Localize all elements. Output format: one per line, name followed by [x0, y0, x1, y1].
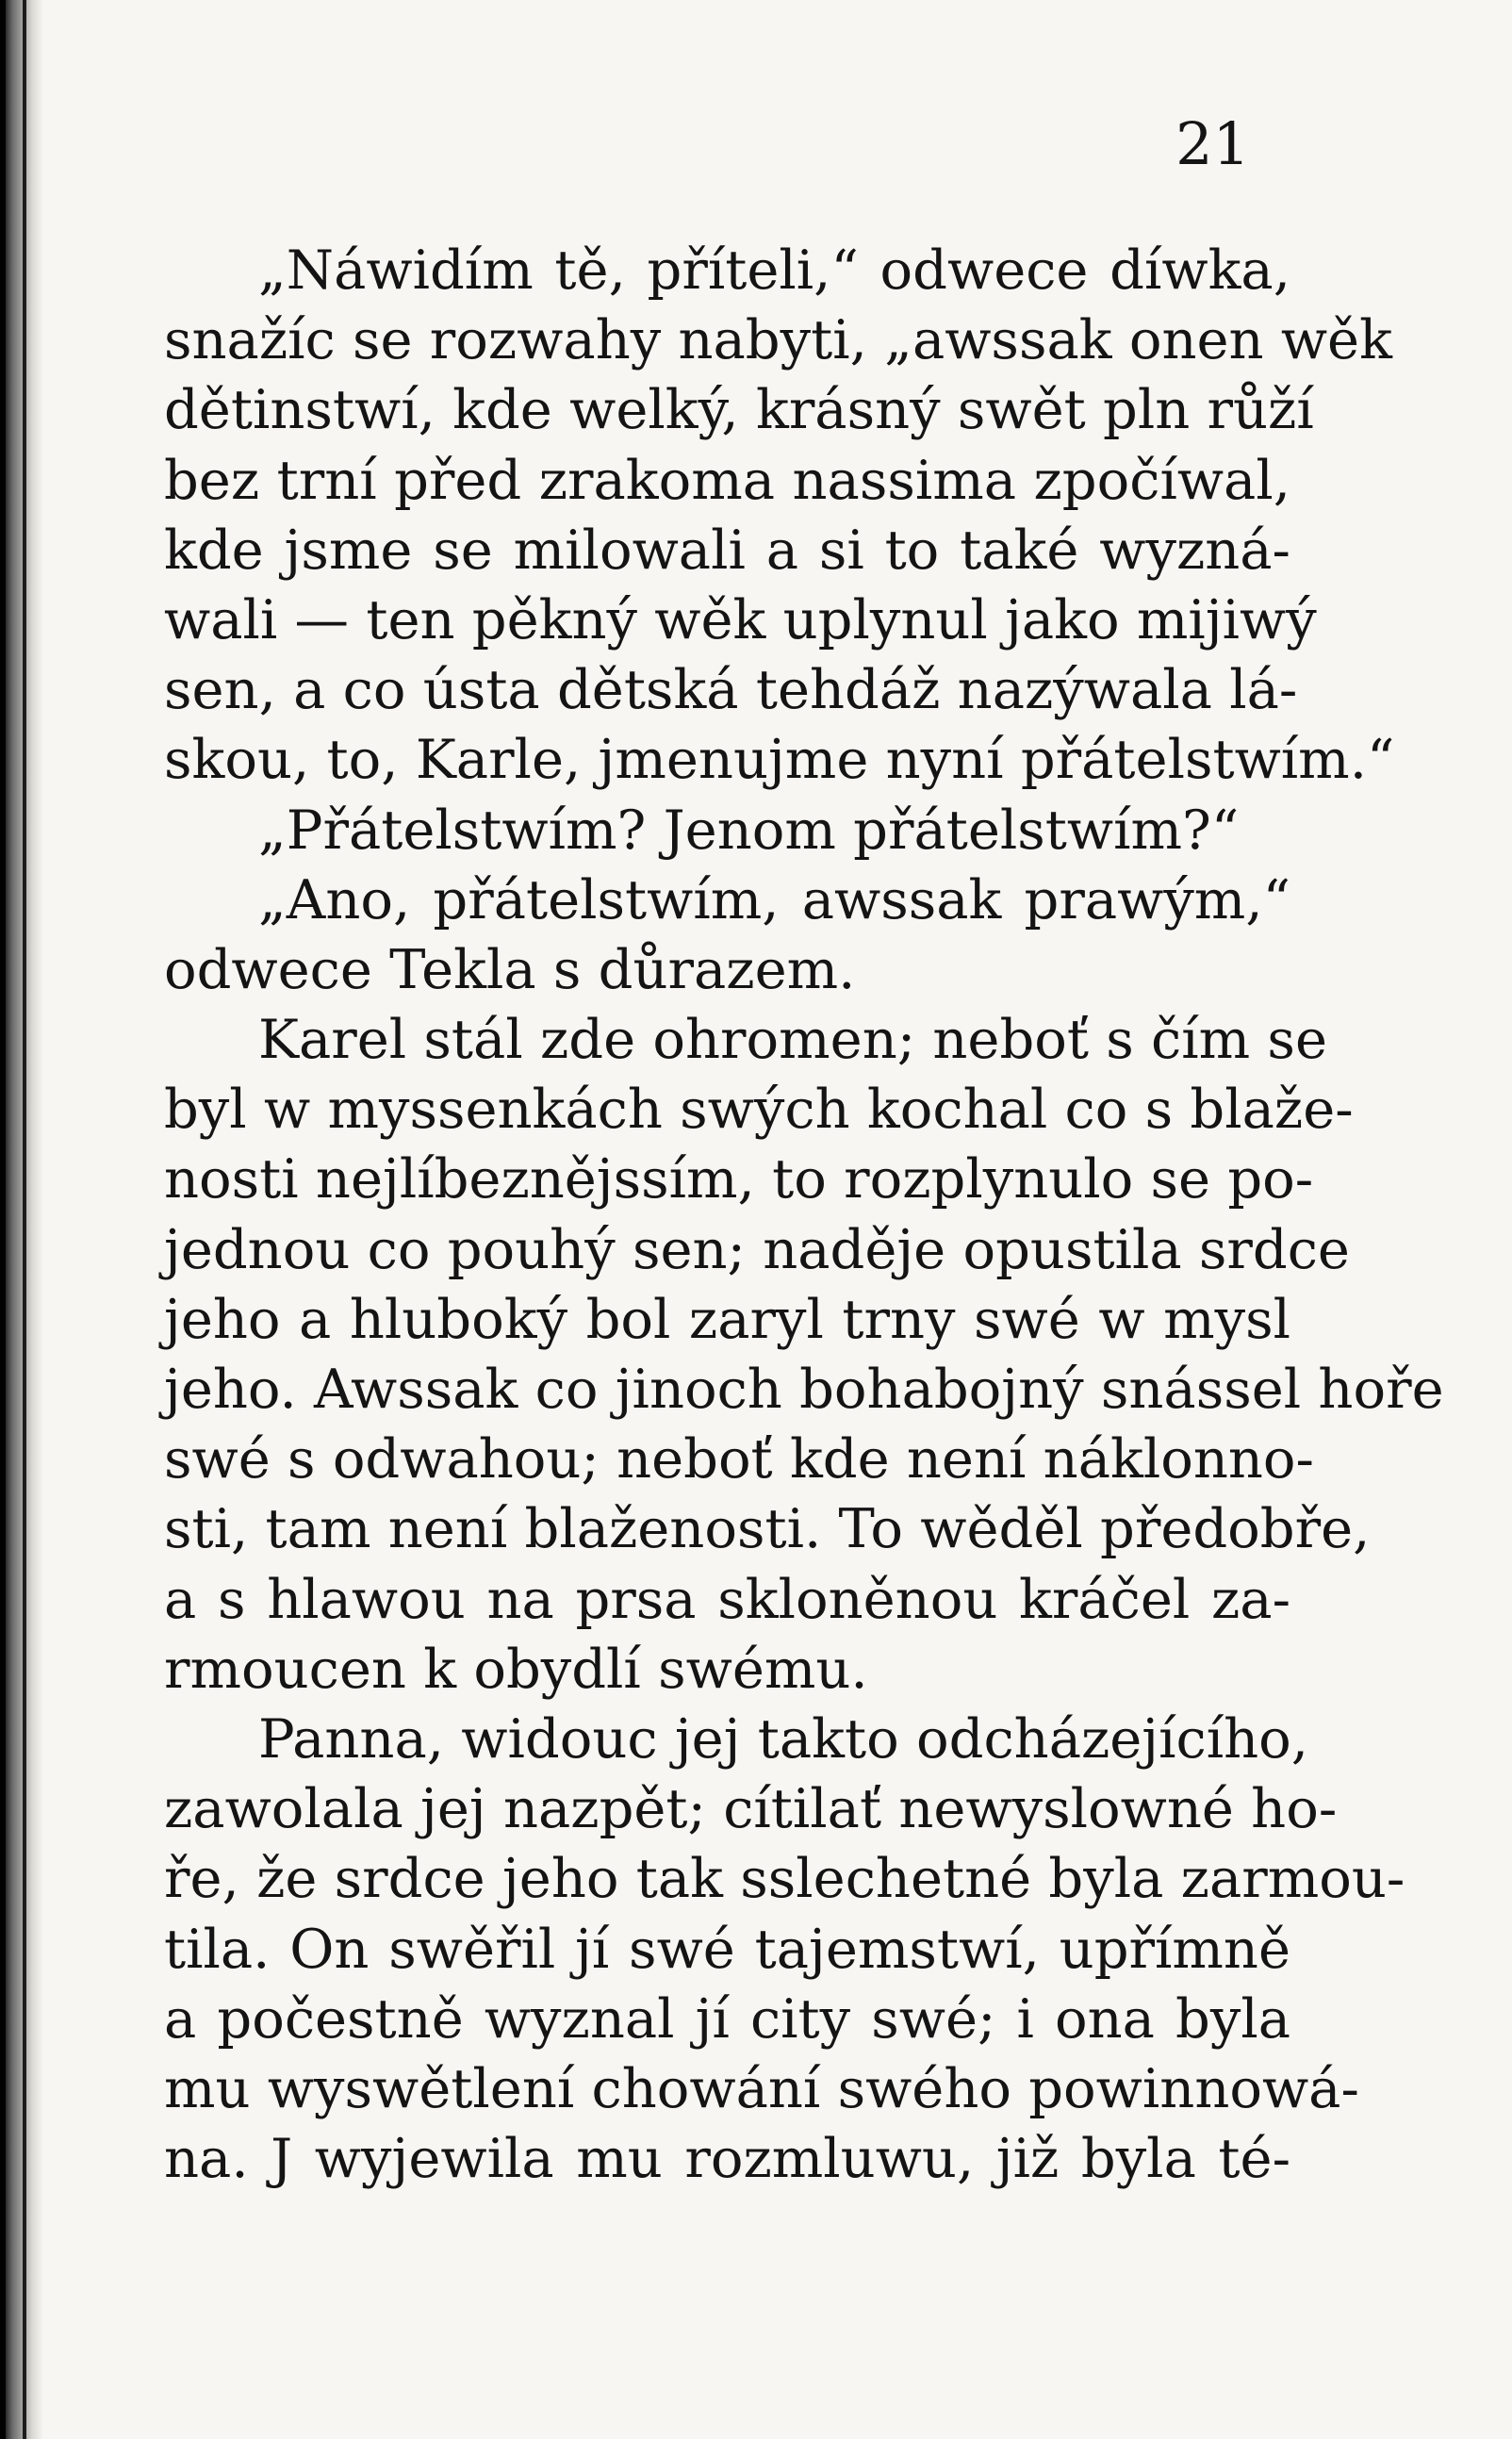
page-binding-edge: [23, 0, 26, 2439]
text-line: sti, tam není blaženosti. To wěděl předobře,: [164, 1497, 1371, 1561]
text-line: ře, že srdce jeho tak sslechetné byla zarmou-: [164, 1847, 1405, 1911]
text-line: sen, a co ústa dětská tehdáž nazýwala lá-: [164, 658, 1298, 722]
text-line: jednou co pouhý sen; naděje opustila srdce: [164, 1217, 1350, 1281]
text-line: bez trní před zrakoma nassima zpočíwal,: [164, 448, 1290, 512]
book-page: [6, 0, 1512, 2439]
text-line: „Přátelstwím? Jenom přátelstwím?“: [258, 798, 1240, 862]
text-line: a počestně wyznal jí city swé; i ona byla: [164, 1986, 1290, 2051]
text-line: tila. On swěřil jí swé tajemstwí, upřímně: [164, 1917, 1290, 1981]
text-line: Panna, widouc jej takto odcházejícího,: [258, 1706, 1309, 1771]
text-line: jeho. Awssak co jinoch bohabojný snássel hoře: [164, 1358, 1444, 1421]
text-line: „Náwidím tě, příteli,“ odwece díwka,: [258, 239, 1290, 302]
text-line: swé s odwahou; neboť kde není náklonno-: [164, 1427, 1314, 1491]
text-line: Karel stál zde ohromen; neboť s čím se: [258, 1008, 1327, 1072]
text-line: rmoucen k obydlí swému.: [164, 1637, 868, 1701]
text-line: wali — ten pěkný wěk uplynul jako mijiwý: [164, 587, 1317, 651]
text-line: kde jsme se milowali a si to také wyzná-: [164, 518, 1290, 582]
text-line: a s hlawou na prsa skloněnou kráčel za-: [164, 1567, 1290, 1631]
text-line: nosti nejlíbeznějssím, to rozplynulo se po-: [164, 1147, 1314, 1211]
text-line: mu wyswětlení chowání swého powinnowá-: [164, 2056, 1359, 2120]
text-line: „Ano, přátelstwím, awssak prawým,“: [258, 867, 1290, 931]
body-text: [164, 236, 1444, 2194]
page-number: 21: [1175, 109, 1250, 178]
text-line: byl w myssenkách swých kochal co s blaže-: [164, 1078, 1354, 1142]
text-line: snažíc se rozwahy nabyti, „awssak onen wěk: [164, 308, 1392, 372]
text-line: jeho a hluboký bol zaryl trny swé w mysl: [164, 1287, 1290, 1351]
text-line: na. J wyjewila mu rozmluwu, již byla té-: [164, 2127, 1290, 2191]
text-line: dětinstwí, kde welký, krásný swět pln růží: [164, 378, 1314, 442]
text-line: odwece Tekla s důrazem.: [164, 937, 856, 1001]
text-line: zawolala jej nazpět; cítilať newyslowné ho-: [164, 1777, 1338, 1841]
text-line: skou, to, Karle, jmenujme nyní přátelstwím.“: [164, 728, 1395, 792]
